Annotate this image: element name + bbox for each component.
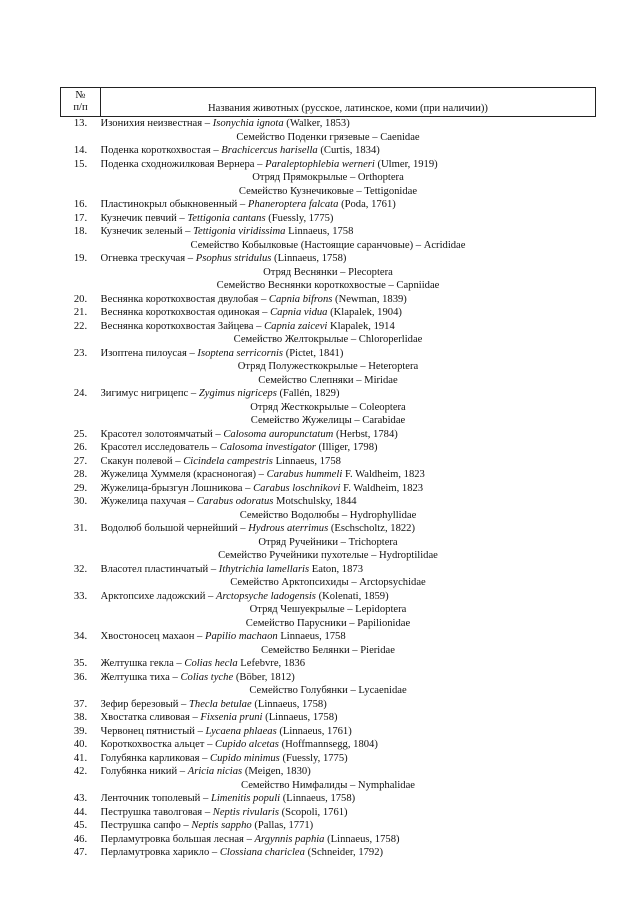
species-russian-name: Веснянка короткохвостая двулобая – bbox=[100, 293, 267, 305]
taxon-heading: Семейство Ручейники пухотелые – Hydroptilidae bbox=[218, 550, 438, 561]
species-row bbox=[61, 563, 596, 577]
species-authority: (Scopoli, 1761) bbox=[281, 806, 348, 818]
species-name-cell bbox=[101, 711, 596, 725]
species-authority: (Fallén, 1829) bbox=[279, 388, 340, 399]
taxon-heading: Семейство Арктопсихиды – Arctopsychidae bbox=[230, 577, 426, 588]
species-name-cell bbox=[101, 347, 596, 361]
species-authority: (Linnaeus, 1758) bbox=[282, 793, 356, 804]
taxon-heading-row bbox=[61, 131, 596, 145]
species-authority: Motschulsky, 1844 bbox=[276, 496, 357, 507]
species-number: 16. bbox=[73, 199, 88, 210]
species-number: 35. bbox=[73, 658, 88, 669]
species-row bbox=[61, 765, 596, 779]
species-authority: (Illiger, 1798) bbox=[318, 442, 378, 453]
header-number-abbr: п/п bbox=[73, 102, 88, 113]
species-russian-name: Желтушка тиха – bbox=[100, 671, 178, 683]
species-number: 20. bbox=[73, 293, 88, 305]
species-row bbox=[61, 671, 596, 685]
species-row bbox=[61, 455, 596, 469]
species-row bbox=[61, 725, 596, 739]
species-authority: (Fuessly, 1775) bbox=[282, 752, 348, 764]
species-latin-name: Zygimus nigriceps bbox=[198, 388, 277, 399]
table-header-row bbox=[61, 88, 596, 117]
species-number: 14. bbox=[73, 145, 88, 156]
species-authority: (Schneider, 1792) bbox=[307, 847, 384, 858]
species-number: 21. bbox=[73, 307, 88, 318]
species-authority: (Klapalek, 1904) bbox=[330, 307, 402, 318]
species-name-cell bbox=[101, 428, 596, 442]
species-russian-name: Голубянка карликовая – bbox=[100, 752, 208, 764]
species-number: 26. bbox=[73, 442, 88, 453]
species-row bbox=[61, 198, 596, 212]
species-latin-name: Tettigonia viridissima bbox=[193, 226, 286, 237]
species-russian-name: Жужелица-брызгун Лошникова – bbox=[100, 482, 251, 494]
species-russian-name: Ленточник тополевый – bbox=[100, 793, 209, 804]
header-number-cell bbox=[61, 88, 101, 117]
species-name-cell bbox=[101, 738, 596, 752]
species-authority: (Hoffmannsegg, 1804) bbox=[281, 739, 378, 750]
species-row bbox=[61, 698, 596, 712]
species-latin-name: Capnia zaicevi bbox=[264, 320, 328, 332]
taxon-heading-row bbox=[61, 279, 596, 293]
species-russian-name: Огневка трескучая – bbox=[100, 253, 194, 264]
species-row bbox=[61, 752, 596, 766]
taxon-heading-row bbox=[61, 374, 596, 388]
taxon-heading: Семейство Кобылковые (Настоящие саранчовые) – Acrididae bbox=[190, 239, 466, 251]
taxon-heading-row bbox=[61, 779, 596, 793]
species-russian-name: Кузнечик зеленый – bbox=[100, 226, 191, 237]
species-name-cell bbox=[101, 671, 596, 685]
species-latin-name: Capnia vidua bbox=[270, 307, 328, 318]
species-name-cell bbox=[101, 441, 596, 455]
species-authority: (Linnaeus, 1758) bbox=[327, 833, 400, 845]
species-number: 42. bbox=[73, 766, 88, 777]
taxon-heading: Отряд Веснянки – Plecoptera bbox=[263, 266, 393, 278]
species-number: 36. bbox=[73, 671, 88, 683]
species-authority: Klapalek, 1914 bbox=[330, 320, 395, 332]
species-latin-name: Clossiana chariclea bbox=[219, 847, 305, 858]
species-russian-name: Пластинокрыл обыкновенный – bbox=[100, 199, 246, 210]
species-table bbox=[60, 87, 596, 860]
species-russian-name: Червонец пятнистый – bbox=[100, 725, 203, 737]
species-russian-name: Поденка сходножилковая Вернера – bbox=[100, 158, 263, 170]
species-row bbox=[61, 819, 596, 833]
species-row bbox=[61, 320, 596, 334]
species-authority: (Pallas, 1771) bbox=[254, 820, 314, 831]
species-authority: (Linnaeus, 1758) bbox=[254, 698, 327, 710]
species-russian-name: Короткохвостка альцет – bbox=[100, 739, 213, 750]
taxon-heading-row bbox=[61, 549, 596, 563]
taxon-heading-row bbox=[61, 617, 596, 631]
species-number: 25. bbox=[73, 428, 88, 440]
species-row bbox=[61, 630, 596, 644]
species-row bbox=[61, 212, 596, 226]
species-authority: (Poda, 1761) bbox=[341, 199, 396, 210]
species-russian-name: Голубянка никий – bbox=[100, 766, 186, 777]
species-name-cell bbox=[101, 657, 596, 671]
species-name-cell bbox=[101, 117, 596, 131]
species-row bbox=[61, 252, 596, 266]
taxon-heading-row bbox=[61, 266, 596, 280]
species-latin-name: Ithytrichia lamellaris bbox=[218, 563, 310, 575]
species-name-cell bbox=[101, 765, 596, 779]
species-russian-name: Веснянка короткохвостая одинокая – bbox=[100, 307, 268, 318]
taxon-heading: Семейство Голубянки – Lycaenidae bbox=[249, 685, 407, 696]
species-number: 46. bbox=[73, 833, 88, 845]
species-name-cell bbox=[101, 522, 596, 536]
species-authority: Linnaeus, 1758 bbox=[280, 631, 346, 642]
species-authority: (Herbst, 1784) bbox=[335, 428, 398, 440]
species-number: 41. bbox=[73, 752, 88, 764]
species-russian-name: Водолюб большой чернейший – bbox=[100, 523, 246, 534]
species-row bbox=[61, 657, 596, 671]
taxon-heading-row bbox=[61, 536, 596, 550]
species-row bbox=[61, 711, 596, 725]
species-latin-name: Isoptena serricornis bbox=[197, 347, 284, 359]
species-row bbox=[61, 482, 596, 496]
species-latin-name: Phaneroptera falcata bbox=[247, 199, 339, 210]
taxon-heading-row bbox=[61, 509, 596, 523]
species-authority: (Fuessly, 1775) bbox=[268, 212, 334, 224]
taxon-heading: Семейство Поденки грязевые – Caenidae bbox=[236, 131, 420, 143]
species-name-cell bbox=[101, 833, 596, 847]
taxon-heading-row bbox=[61, 644, 596, 658]
species-name-cell bbox=[101, 455, 596, 469]
species-row bbox=[61, 495, 596, 509]
species-number: 37. bbox=[73, 698, 88, 710]
species-latin-name: Cicindela campestris bbox=[183, 455, 273, 467]
species-russian-name: Жужелица Хуммеля (красноногая) – bbox=[100, 469, 264, 480]
species-latin-name: Calosoma auropunctatum bbox=[223, 428, 334, 440]
species-row bbox=[61, 158, 596, 172]
species-name-cell bbox=[101, 819, 596, 833]
species-row bbox=[61, 117, 596, 131]
species-name-cell bbox=[101, 225, 596, 239]
species-number: 38. bbox=[73, 712, 88, 723]
species-russian-name: Красотел золотоямчатый – bbox=[100, 428, 221, 440]
species-row bbox=[61, 738, 596, 752]
species-russian-name: Пеструшка сапфо – bbox=[100, 820, 189, 831]
species-row bbox=[61, 522, 596, 536]
table-body bbox=[61, 117, 596, 860]
species-name-cell bbox=[101, 846, 596, 860]
species-number: 24. bbox=[73, 388, 88, 399]
species-name-cell bbox=[101, 806, 596, 820]
species-number: 43. bbox=[73, 793, 88, 804]
species-latin-name: Neptis rivularis bbox=[212, 806, 279, 818]
header-number-sign: № bbox=[75, 89, 86, 101]
species-russian-name: Власотел пластинчатый – bbox=[100, 563, 217, 575]
species-row bbox=[61, 387, 596, 401]
species-name-cell bbox=[101, 293, 596, 307]
taxon-heading-row bbox=[61, 333, 596, 347]
species-row bbox=[61, 806, 596, 820]
taxon-heading: Отряд Чешуекрылые – Lepidoptera bbox=[249, 604, 407, 615]
species-latin-name: Hydrous aterrimus bbox=[248, 523, 329, 534]
species-row bbox=[61, 833, 596, 847]
species-name-cell bbox=[101, 387, 596, 401]
taxon-heading: Семейство Белянки – Pieridae bbox=[261, 644, 395, 656]
species-latin-name: Cupido minimus bbox=[210, 752, 280, 764]
taxon-heading: Отряд Жесткокрылые – Coleoptera bbox=[250, 401, 406, 413]
species-name-cell bbox=[101, 198, 596, 212]
species-russian-name: Изоптена пилоусая – bbox=[100, 347, 195, 359]
species-russian-name: Веснянка короткохвостая Зайцева – bbox=[100, 320, 262, 332]
species-russian-name: Хвостатка сливовая – bbox=[100, 712, 198, 723]
taxon-heading: Отряд Прямокрылые – Orthoptera bbox=[252, 172, 404, 183]
taxon-heading: Семейство Водолюбы – Hydrophyllidae bbox=[239, 509, 417, 521]
species-number: 27. bbox=[73, 455, 88, 467]
species-number: 45. bbox=[73, 820, 88, 831]
species-name-cell bbox=[101, 468, 596, 482]
species-russian-name: Хвостоносец махаон – bbox=[100, 631, 203, 642]
species-authority: F. Waldheim, 1823 bbox=[344, 469, 425, 480]
species-name-cell bbox=[101, 495, 596, 509]
species-row bbox=[61, 428, 596, 442]
species-russian-name: Перламутровка харикло – bbox=[100, 847, 218, 858]
species-row bbox=[61, 590, 596, 604]
species-russian-name: Пеструшка таволговая – bbox=[100, 806, 211, 818]
species-authority: (Newman, 1839) bbox=[335, 293, 407, 305]
species-latin-name: Colias tyche bbox=[180, 671, 234, 683]
species-number: 32. bbox=[73, 563, 88, 575]
species-latin-name: Brachicercus harisella bbox=[221, 145, 318, 156]
species-latin-name: Carabus hummeli bbox=[266, 469, 343, 480]
species-authority: Lefebvre, 1836 bbox=[240, 658, 306, 669]
species-russian-name: Скакун полевой – bbox=[100, 455, 181, 467]
species-row bbox=[61, 441, 596, 455]
species-row bbox=[61, 468, 596, 482]
species-latin-name: Papilio machaon bbox=[204, 631, 278, 642]
species-number: 19. bbox=[73, 253, 88, 264]
taxon-heading: Семейство Нимфалиды – Nymphalidae bbox=[241, 779, 415, 791]
species-name-cell bbox=[101, 158, 596, 172]
species-name-cell bbox=[101, 144, 596, 158]
species-number: 17. bbox=[73, 212, 88, 224]
species-row bbox=[61, 306, 596, 320]
species-latin-name: Colias hecla bbox=[184, 658, 238, 669]
species-russian-name: Поденка короткохвостая – bbox=[100, 145, 219, 156]
species-russian-name: Красотел исследователь – bbox=[100, 442, 217, 453]
species-authority: (Linnaeus, 1761) bbox=[279, 725, 352, 737]
species-number: 18. bbox=[73, 226, 88, 237]
species-authority: (Eschscholtz, 1822) bbox=[330, 523, 415, 534]
species-number: 47. bbox=[73, 847, 88, 858]
species-row bbox=[61, 144, 596, 158]
header-names-cell: Названия животных (русское, латинское, коми (при наличии)) bbox=[101, 88, 596, 117]
taxon-heading-row bbox=[61, 360, 596, 374]
species-latin-name: Lycaena phlaeas bbox=[205, 725, 277, 737]
species-name-cell bbox=[101, 482, 596, 496]
species-latin-name: Capnia bifrons bbox=[268, 293, 333, 305]
species-number: 31. bbox=[73, 523, 88, 534]
species-latin-name: Carabus odoratus bbox=[196, 496, 274, 507]
taxon-heading-row bbox=[61, 401, 596, 415]
species-authority: (Linnaeus, 1758) bbox=[265, 712, 338, 723]
species-latin-name: Fixsenia pruni bbox=[200, 712, 263, 723]
species-latin-name: Thecla betulae bbox=[189, 698, 252, 710]
taxon-heading-row bbox=[61, 603, 596, 617]
species-russian-name: Зигимус нигрицепс – bbox=[100, 388, 197, 399]
species-name-cell bbox=[101, 725, 596, 739]
species-latin-name: Cupido alcetas bbox=[215, 739, 279, 750]
species-number: 29. bbox=[73, 482, 88, 494]
species-latin-name: Isonychia ignota bbox=[212, 118, 284, 129]
species-latin-name: Aricia nicias bbox=[187, 766, 243, 777]
species-number: 33. bbox=[73, 590, 88, 602]
species-russian-name: Кузнечик певчий – bbox=[100, 212, 185, 224]
taxon-heading: Семейство Веснянки короткохвостые – Capniidae bbox=[216, 280, 440, 291]
species-number: 28. bbox=[73, 469, 88, 480]
taxon-heading-row bbox=[61, 171, 596, 185]
species-name-cell bbox=[101, 630, 596, 644]
species-russian-name: Желтушка гекла – bbox=[100, 658, 182, 669]
species-authority: (Meigen, 1830) bbox=[244, 766, 311, 777]
species-name-cell bbox=[101, 252, 596, 266]
species-latin-name: Calosoma investigator bbox=[219, 442, 316, 453]
species-name-cell bbox=[101, 563, 596, 577]
species-authority: (Linnaeus, 1758) bbox=[274, 253, 347, 264]
species-authority: (Walker, 1853) bbox=[286, 118, 350, 129]
species-name-cell bbox=[101, 306, 596, 320]
species-latin-name: Carabus loschnikovi bbox=[253, 482, 341, 494]
species-name-cell bbox=[101, 792, 596, 806]
species-number: 23. bbox=[73, 347, 88, 359]
species-russian-name: Зефир березовый – bbox=[100, 698, 187, 710]
species-row bbox=[61, 347, 596, 361]
species-russian-name: Жужелица пахучая – bbox=[100, 496, 194, 507]
species-authority: (Pictet, 1841) bbox=[285, 347, 344, 359]
taxon-heading: Семейство Желтокрылые – Chloroperlidae bbox=[233, 334, 423, 345]
taxon-heading: Семейство Слепняки – Miridae bbox=[258, 374, 398, 386]
species-number: 39. bbox=[73, 725, 88, 737]
species-authority: Eaton, 1873 bbox=[311, 563, 363, 575]
species-russian-name: Перламутровка большая лесная – bbox=[100, 833, 252, 845]
species-authority: Linnaeus, 1758 bbox=[275, 455, 341, 467]
species-latin-name: Paraleptophlebia werneri bbox=[265, 158, 375, 170]
species-number: 34. bbox=[73, 631, 88, 642]
species-row bbox=[61, 846, 596, 860]
species-row bbox=[61, 225, 596, 239]
species-authority: (Kolenati, 1859) bbox=[318, 590, 389, 602]
species-number: 30. bbox=[73, 496, 88, 507]
species-latin-name: Limenitis populi bbox=[210, 793, 281, 804]
species-latin-name: Tettigonia cantans bbox=[187, 212, 266, 224]
species-name-cell bbox=[101, 752, 596, 766]
taxon-heading: Отряд Полужесткокрылые – Heteroptera bbox=[237, 361, 419, 372]
taxon-heading-row bbox=[61, 185, 596, 199]
species-number: 40. bbox=[73, 739, 88, 750]
species-name-cell bbox=[101, 212, 596, 226]
species-name-cell bbox=[101, 320, 596, 334]
species-latin-name: Neptis sappho bbox=[191, 820, 252, 831]
species-row bbox=[61, 792, 596, 806]
taxon-heading-row bbox=[61, 414, 596, 428]
species-authority: (Böber, 1812) bbox=[235, 671, 295, 683]
species-russian-name: Изонихия неизвестная – bbox=[100, 118, 211, 129]
species-russian-name: Арктопсихе ладожский – bbox=[100, 590, 214, 602]
species-latin-name: Psophus stridulus bbox=[195, 253, 272, 264]
taxon-heading: Семейство Жужелицы – Carabidae bbox=[250, 415, 406, 426]
taxon-heading: Семейство Кузнечиковые – Tettigonidae bbox=[238, 185, 418, 197]
species-authority: F. Waldheim, 1823 bbox=[343, 482, 424, 494]
species-name-cell bbox=[101, 698, 596, 712]
taxon-heading-row bbox=[61, 239, 596, 253]
species-name-cell bbox=[101, 590, 596, 604]
species-authority: (Curtis, 1834) bbox=[320, 145, 380, 156]
taxon-heading-row bbox=[61, 684, 596, 698]
taxon-heading-row bbox=[61, 576, 596, 590]
species-number: 13. bbox=[73, 118, 88, 129]
species-row bbox=[61, 293, 596, 307]
species-number: 44. bbox=[73, 806, 88, 818]
species-authority: Linnaeus, 1758 bbox=[288, 226, 354, 237]
species-authority: (Ulmer, 1919) bbox=[377, 158, 438, 170]
species-number: 15. bbox=[73, 158, 88, 170]
species-number: 22. bbox=[73, 320, 88, 332]
species-latin-name: Arctopsyche ladogensis bbox=[216, 590, 316, 602]
taxon-heading: Отряд Ручейники – Trichoptera bbox=[258, 536, 398, 548]
species-latin-name: Argynnis paphia bbox=[254, 833, 325, 845]
taxon-heading: Семейство Парусники – Papilionidae bbox=[245, 617, 411, 629]
